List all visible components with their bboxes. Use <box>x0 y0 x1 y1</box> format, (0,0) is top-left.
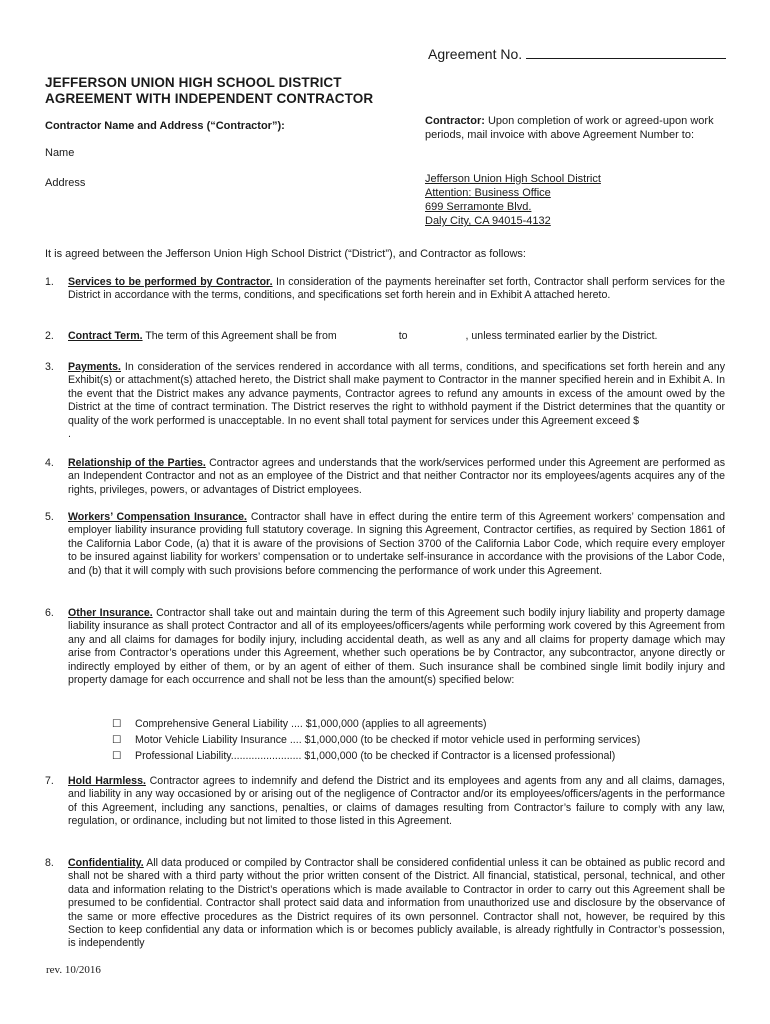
name-label: Name <box>45 147 75 159</box>
contractor-invoice-note <box>425 114 743 142</box>
section-contract-term <box>45 330 725 343</box>
section-payments <box>45 361 725 441</box>
section-text: In consideration of the payments hereinafter set forth, Contractor shall perform services for the District in accordance with the terms, conditions, and specifications set forth herein and in Exhibit A attached hereto. <box>68 276 725 302</box>
agreement-number <box>428 46 726 62</box>
section-number: 4. <box>45 457 54 469</box>
section-heading: Other Insurance. <box>68 607 153 619</box>
section-other-insurance <box>45 607 725 687</box>
section-heading: Hold Harmless. <box>68 775 146 787</box>
insurance-options <box>112 716 640 764</box>
section-heading: Contract Term. <box>68 330 143 342</box>
section-heading: Confidentiality. <box>68 857 144 869</box>
section-text: All data produced or compiled by Contractor shall be considered confidential unless it can be obtained as public record and shall not be shared with a third party without the prior written consent of the District. All financial, statistical, personal, technical, and other data and information relating to the District’s operations which is made available to Contractor in order to carry out this Agreement shall be presumed to be confidential. Contractor shall protect said data and information from unauthorized use and disclosure by the observance of the same or more effective procedures as the District requires of its own personnel. Contractor shall not, however, be required by this Section to keep confidential any data or information which is or becomes publicly available, is already rightfully in Contractor’s possession, is independently <box>68 857 725 950</box>
insurance-option <box>112 732 640 748</box>
section-heading: Services to be performed by Contractor. <box>68 276 273 288</box>
section-heading: Workers’ Compensation Insurance. <box>68 511 247 523</box>
district-address-line: Attention: Business Office <box>425 187 551 199</box>
insurance-option <box>112 748 640 764</box>
section-text: Contractor shall have in effect during the entire term of this Agreement workers’ compensation and employer liability insurance providing full statutory coverage. In signing this Agreement, Contractor certifies, as required by Section 1861 of the California Labor Code, (a) that it is aware of the provisions of Section 3700 of the California Labor Code, which require every employer to be insured against liability for workers’ compensation or to undertake self-insurance in accordance with the provisions of the Labor Code, and (b) that it will comply with such provisions before commencing the performance of work under this Agreement. <box>68 511 725 577</box>
section-text: Contractor agrees and understands that the work/services performed under this Agreement are performed as an Independent Contractor and not as an employee of the District and that neither Contractor nor its employees/agents acquires any of the rights, privileges, powers, or advantages of District employees. <box>68 457 725 496</box>
section-text: to <box>398 330 408 342</box>
agreement-number-field[interactable] <box>526 46 726 59</box>
section-confidentiality <box>45 857 725 951</box>
district-address-line: Daly City, CA 94015-4132 <box>425 215 551 227</box>
title-line-2: AGREEMENT WITH INDEPENDENT CONTRACTOR <box>45 91 374 106</box>
contractor-note-heading: Contractor: <box>425 115 485 127</box>
section-services <box>45 276 725 303</box>
section-number: 6. <box>45 607 54 619</box>
insurance-option <box>112 716 640 732</box>
section-number: 7. <box>45 775 54 787</box>
section-text: Contractor shall take out and maintain during the term of this Agreement such bodily injury liability and property damage liability insurance as shall protect Contractor and all of its employees/officers/agents while performing work covered by this Agreement from any and all claims for damages for bodily injury, including accidental death, as well as any and all claims for property damage which may arise from Contractor’s operations under this Agreement, whether such operations be by Contractor, any subcontractor, anyone directly or indirectly employed by either of them, or by an agent of either of them. Such insurance shall be combined single limit bodily injury and property damage for each occurrence and shall not be less than the amount(s) specified below: <box>68 607 725 687</box>
insurance-option-text: Professional Liability........................ $1,000,000 (to be checked if Contractor is a licensed professional) <box>135 750 616 762</box>
section-relationship <box>45 457 725 497</box>
section-heading: Relationship of the Parties. <box>68 457 206 469</box>
checkbox-icon[interactable]: ☐ <box>112 750 122 762</box>
section-workers-comp <box>45 511 725 578</box>
section-text: . <box>68 428 71 441</box>
district-address-line: Jefferson Union High School District <box>425 173 601 185</box>
district-address-line: 699 Serramonte Blvd. <box>425 201 532 213</box>
address-label: Address <box>45 177 86 189</box>
section-text: In consideration of the services rendered in accordance with all terms, conditions, and specifications set forth herein and any Exhibit(s) or attachment(s) attached hereto, the District shall make payment to Contractor in the manner specified herein and in Exhibit A. In the event that the District makes any advance payments, Contractor agrees to refund any amounts in excess of the amount owed by the District at the time of contract termination. The District reserves the right to withhold payment if the District determines that the quantity or quality of the work performed is unacceptable. In no event shall total payment for services under this Agreement exceed $ <box>68 361 725 427</box>
section-heading: Payments. <box>68 361 121 373</box>
checkbox-icon[interactable]: ☐ <box>112 734 122 746</box>
section-text: , unless terminated earlier by the District. <box>465 330 658 342</box>
title-line-1: JEFFERSON UNION HIGH SCHOOL DISTRICT <box>45 75 342 90</box>
section-hold-harmless <box>45 775 725 829</box>
section-number: 3. <box>45 361 54 373</box>
section-text: The term of this Agreement shall be from <box>142 330 337 342</box>
insurance-option-text: Comprehensive General Liability .... $1,000,000 (applies to all agreements) <box>135 718 487 730</box>
section-number: 8. <box>45 857 54 869</box>
insurance-option-text: Motor Vehicle Liability Insurance .... $1,000,000 (to be checked if motor vehicle used in performing services) <box>135 734 641 746</box>
section-number: 5. <box>45 511 54 523</box>
contractor-note-text: Upon completion of work or agreed-upon work periods, mail invoice with above Agreement Number to: <box>425 115 714 141</box>
section-number: 1. <box>45 276 54 288</box>
agreement-number-label: Agreement No. <box>428 46 523 62</box>
intro-paragraph: It is agreed between the Jefferson Union High School District (“District”), and Contractor as follows: <box>45 248 526 260</box>
contractor-name-address-label: Contractor Name and Address (“Contractor”): <box>45 120 285 132</box>
section-number: 2. <box>45 330 54 342</box>
checkbox-icon[interactable]: ☐ <box>112 718 122 730</box>
revision-label: rev. 10/2016 <box>46 964 101 976</box>
district-address <box>425 172 601 228</box>
document-title <box>45 75 373 107</box>
section-text: Contractor agrees to indemnify and defend the District and its employees and agents from any and all claims, damages, and liability in any way occasioned by or arising out of the negligence of Contractor and/or its employees/officers/agents in the performance of this Agreement, including any sanctions, penalties, or claims of damages resulting from Contractor’s failure to comply with any law, regulation, or ordinance, including but not limited to those listed in this Agreement. <box>68 775 725 828</box>
